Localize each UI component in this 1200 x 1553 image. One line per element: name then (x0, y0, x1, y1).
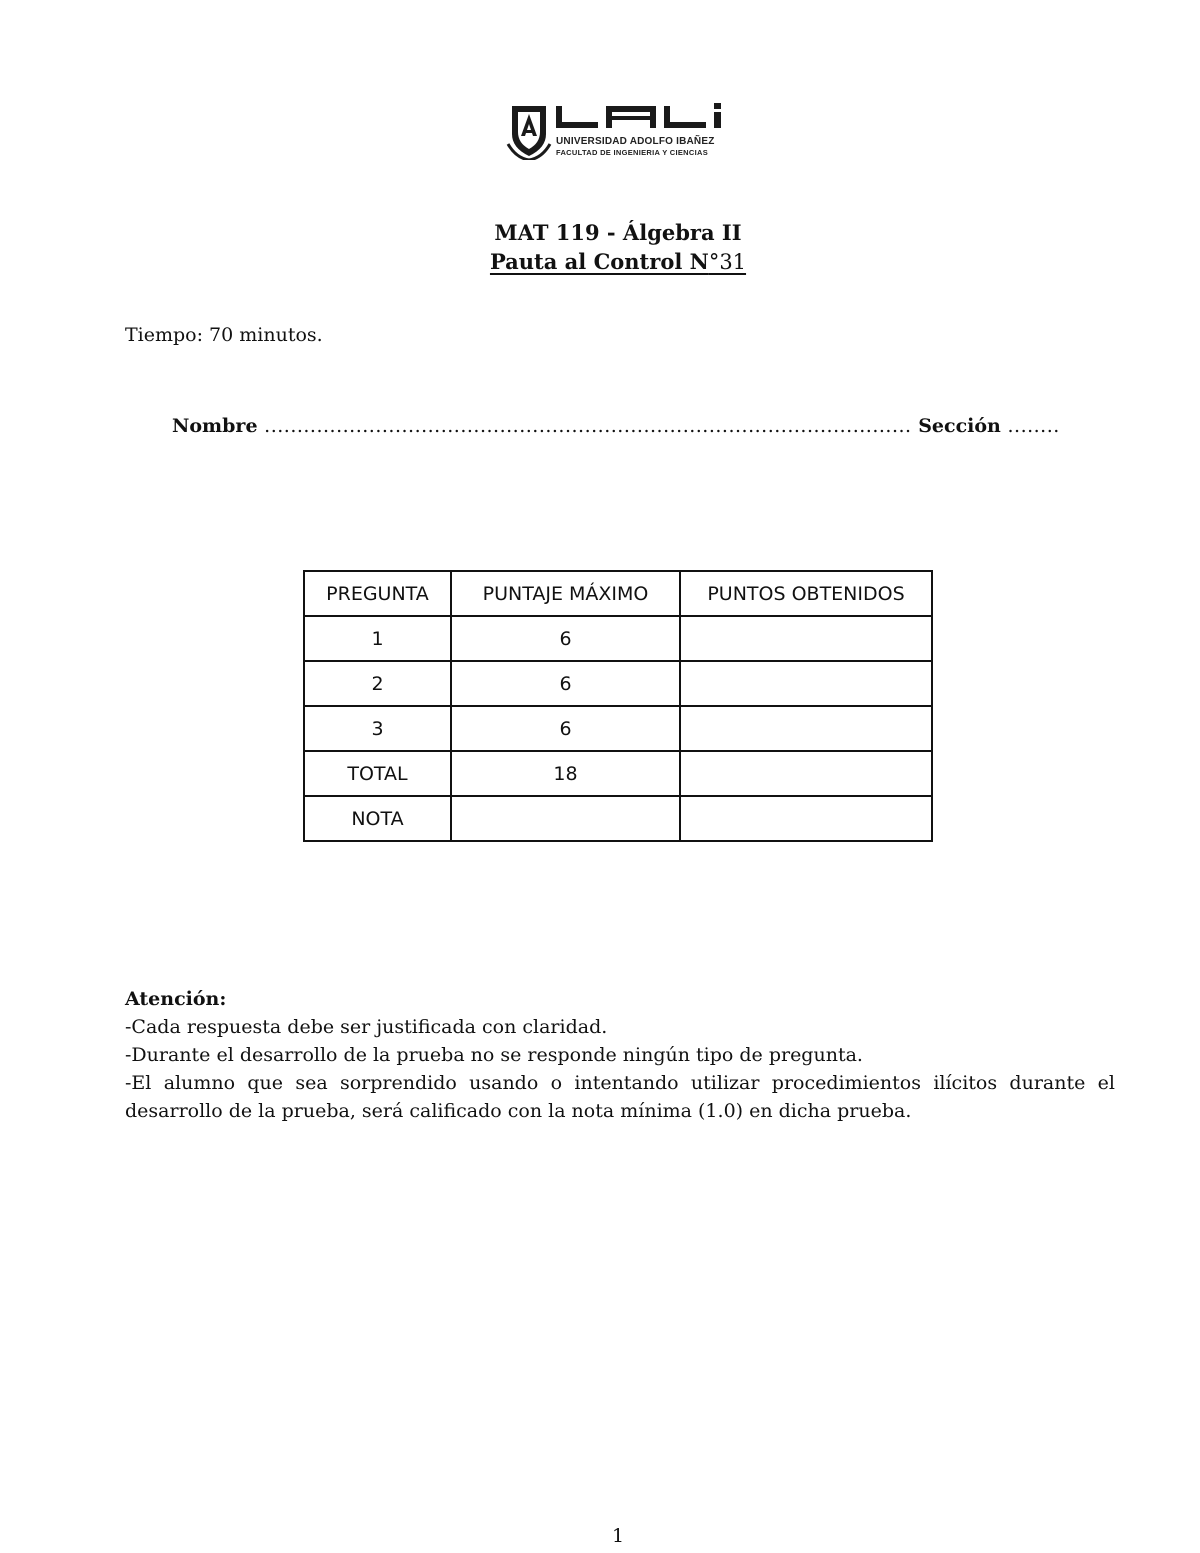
name-label: Nombre (172, 415, 258, 437)
attention-line: -Cada respuesta debe ser justificada con claridad. (125, 1016, 608, 1038)
obtained-points-cell (680, 616, 932, 661)
subtitle-bold: Pauta al Control N (489, 249, 709, 274)
attention-line: -Durante el desarrollo de la prueba no se responde ningún tipo de pregunta. (125, 1044, 863, 1066)
question-cell: 2 (304, 661, 451, 706)
max-score-cell: 6 (451, 661, 680, 706)
table-row (304, 616, 932, 661)
total-max-cell: 18 (451, 751, 680, 796)
question-cell: 3 (304, 706, 451, 751)
obtained-points-cell (680, 661, 932, 706)
table-row (304, 751, 932, 796)
name-field[interactable]: ................................................................................................... (264, 415, 912, 437)
header-cell: PUNTAJE MÁXIMO (451, 571, 680, 616)
grades-table (303, 570, 933, 842)
name-section-line (172, 415, 1072, 437)
page-number: 1 (611, 1525, 625, 1547)
header-cell: PREGUNTA (304, 571, 451, 616)
course-title: MAT 119 - Álgebra II (494, 220, 742, 245)
section-field[interactable]: ........ (1007, 415, 1060, 437)
total-obtained-cell (680, 751, 932, 796)
obtained-points-cell (680, 706, 932, 751)
max-score-cell: 6 (451, 706, 680, 751)
document-subtitle (0, 249, 1200, 274)
max-score-cell: 6 (451, 616, 680, 661)
logo-university-name: UNIVERSIDAD ADOLFO IBAÑEZ (556, 136, 715, 147)
time-allowed: Tiempo: 70 minutos. (125, 324, 323, 346)
table-row (304, 661, 932, 706)
section-label: Sección (918, 415, 1001, 437)
logo-faculty-name: FACULTAD DE INGENIERIA Y CIENCIAS (556, 148, 708, 157)
total-label-cell: TOTAL (304, 751, 451, 796)
subtitle-number: °31 (708, 250, 747, 274)
header-cell: PUNTOS OBTENIDOS (680, 571, 932, 616)
question-cell: 1 (304, 616, 451, 661)
attention-heading: Atención: (125, 988, 227, 1010)
grade-label-cell: NOTA (304, 796, 451, 841)
attention-notes (125, 985, 1115, 1125)
table-row (304, 706, 932, 751)
grade-obtained-cell (680, 796, 932, 841)
table-header-row (304, 571, 932, 616)
attention-line: -El alumno que sea sorprendido usando o intentando utilizar procedimientos ilícitos durante el desarrollo de la prueba, será calificado con la nota mínima (1.0) en dicha prueba. (125, 1072, 1115, 1122)
grade-cell (451, 796, 680, 841)
table-row (304, 796, 932, 841)
